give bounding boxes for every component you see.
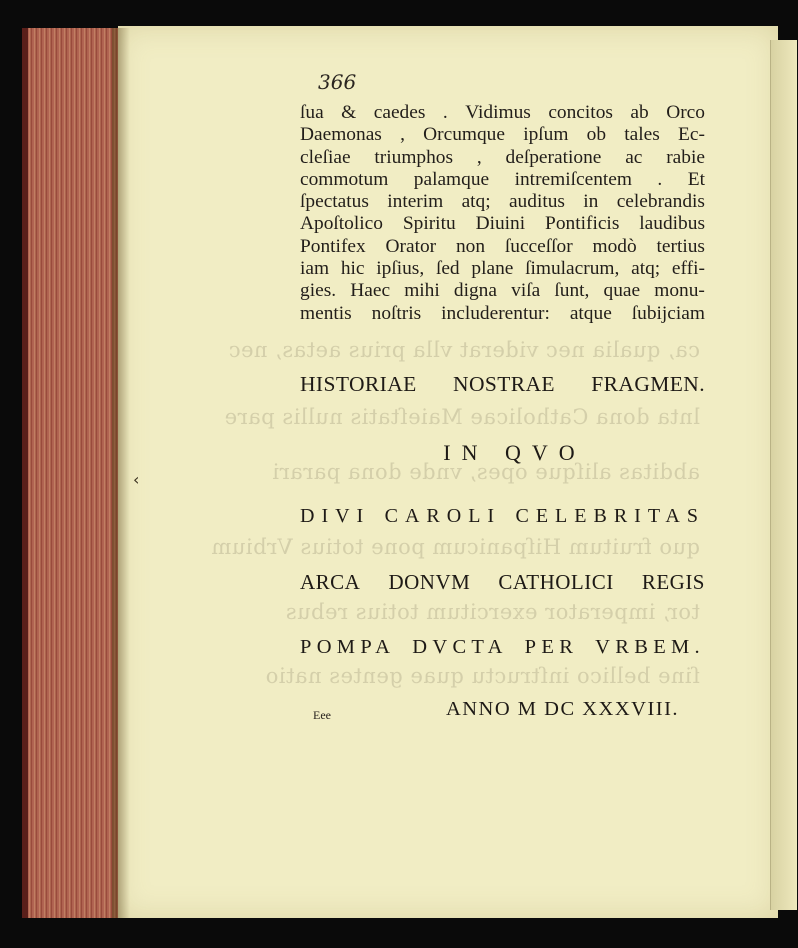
word: ſed xyxy=(435,258,460,280)
word: rabie xyxy=(666,146,705,168)
word: Ec- xyxy=(678,124,705,146)
heading-word: DVCTA xyxy=(412,636,508,658)
word: Spiritu xyxy=(402,213,456,235)
spine-shadow xyxy=(112,28,130,918)
word: laudibus xyxy=(639,213,705,235)
heading-word: DIVI xyxy=(300,505,371,527)
word: Pontificis xyxy=(545,213,620,235)
word: atq; xyxy=(631,258,661,280)
word: Diuini xyxy=(475,213,526,235)
heading-word: HISTORIAE xyxy=(300,372,417,396)
word: gies. xyxy=(300,280,337,302)
heading-word: CAROLI xyxy=(384,505,502,527)
word: ipſius, xyxy=(376,258,425,280)
word: , xyxy=(400,124,405,146)
word: Daemonas xyxy=(300,124,382,146)
word: deſperatione xyxy=(505,146,602,168)
heading-word: DONVM xyxy=(388,570,471,594)
heading-word: CATHOLICI xyxy=(498,570,614,594)
heading-anno: ANNO M DC XXXVIII. xyxy=(445,698,680,720)
word: includerentur: xyxy=(441,302,550,324)
word: iam xyxy=(300,258,330,280)
word: ſunt, xyxy=(554,280,590,302)
word: ſpectatus xyxy=(300,191,369,213)
word: quae xyxy=(603,280,641,302)
word: celebrandis xyxy=(616,191,705,213)
heading-word: VRBEM. xyxy=(595,636,705,658)
word: Pontifex xyxy=(300,235,366,257)
word: Haec xyxy=(350,280,391,302)
heading-historiae xyxy=(300,372,705,397)
word: Apoſtolico xyxy=(300,213,383,235)
word: triumphos xyxy=(374,146,454,168)
word: Vidimus xyxy=(465,102,531,123)
heading-word: REGIS xyxy=(641,570,705,594)
word: . xyxy=(657,168,663,190)
body-text xyxy=(300,102,705,325)
word: mentis xyxy=(300,302,352,324)
word: atque xyxy=(569,302,612,324)
word: auditus xyxy=(508,191,565,213)
word: in xyxy=(583,191,599,213)
word: intremiſcentem xyxy=(514,168,632,190)
word: digna xyxy=(453,280,497,302)
word: ſimulacrum, xyxy=(525,258,620,280)
heading-word: ARCA xyxy=(300,570,361,594)
book-fore-edge xyxy=(22,28,120,918)
word: modò xyxy=(592,235,637,257)
word: commotum xyxy=(300,168,389,190)
word: interim xyxy=(387,191,444,213)
heading-arca-donvm xyxy=(300,570,705,595)
text-line xyxy=(300,191,705,213)
word: ſubijciam xyxy=(631,302,705,324)
word: cleſiae xyxy=(300,146,351,168)
word: plane xyxy=(471,258,514,280)
word: monu- xyxy=(654,280,705,302)
word: . xyxy=(442,102,448,123)
word: ab xyxy=(630,102,649,123)
heading-divi-caroli xyxy=(300,505,705,528)
word: ſucceſſor xyxy=(504,235,573,257)
text-line xyxy=(300,102,705,124)
heading-word: PER xyxy=(524,636,579,658)
word: palamque xyxy=(413,168,490,190)
text-line xyxy=(300,169,705,191)
word: Et xyxy=(687,168,705,190)
text-line xyxy=(300,280,705,302)
word: & xyxy=(341,102,357,123)
heading-word: FRAGMEN. xyxy=(591,372,705,396)
text-line xyxy=(300,124,705,146)
heading-in-qvo: IN QVO xyxy=(443,440,586,465)
word: , xyxy=(476,146,482,168)
word: non xyxy=(455,235,486,257)
word: viſa xyxy=(511,280,541,302)
signature-mark: Eee xyxy=(313,708,331,722)
text-line xyxy=(300,213,705,235)
word: Orator xyxy=(385,235,437,257)
word: ſua xyxy=(300,102,324,123)
text-line xyxy=(300,258,705,280)
word: effi- xyxy=(671,258,705,280)
heading-word: CELEBRITAS xyxy=(515,505,705,527)
word: ac xyxy=(625,146,643,168)
text-line xyxy=(300,147,705,169)
word: ipſum xyxy=(523,124,569,146)
page-number: 366 xyxy=(318,70,357,94)
next-page-edge xyxy=(770,40,797,910)
word: Orco xyxy=(666,102,705,123)
margin-mark: ‹ xyxy=(133,470,140,489)
word: Orcumque xyxy=(423,124,505,146)
text-line xyxy=(300,303,705,325)
word: mihi xyxy=(404,280,440,302)
text-line xyxy=(300,236,705,258)
word: hic xyxy=(340,258,365,280)
heading-word: NOSTRAE xyxy=(453,372,555,396)
word: atq; xyxy=(461,191,491,213)
word: tertius xyxy=(656,235,705,257)
heading-pompa xyxy=(300,636,705,659)
word: ob xyxy=(586,124,607,146)
word: tales xyxy=(624,124,660,146)
word: noſtris xyxy=(371,302,422,324)
word: concitos xyxy=(548,102,613,123)
heading-word: POMPA xyxy=(300,636,396,658)
word: caedes xyxy=(373,102,426,123)
